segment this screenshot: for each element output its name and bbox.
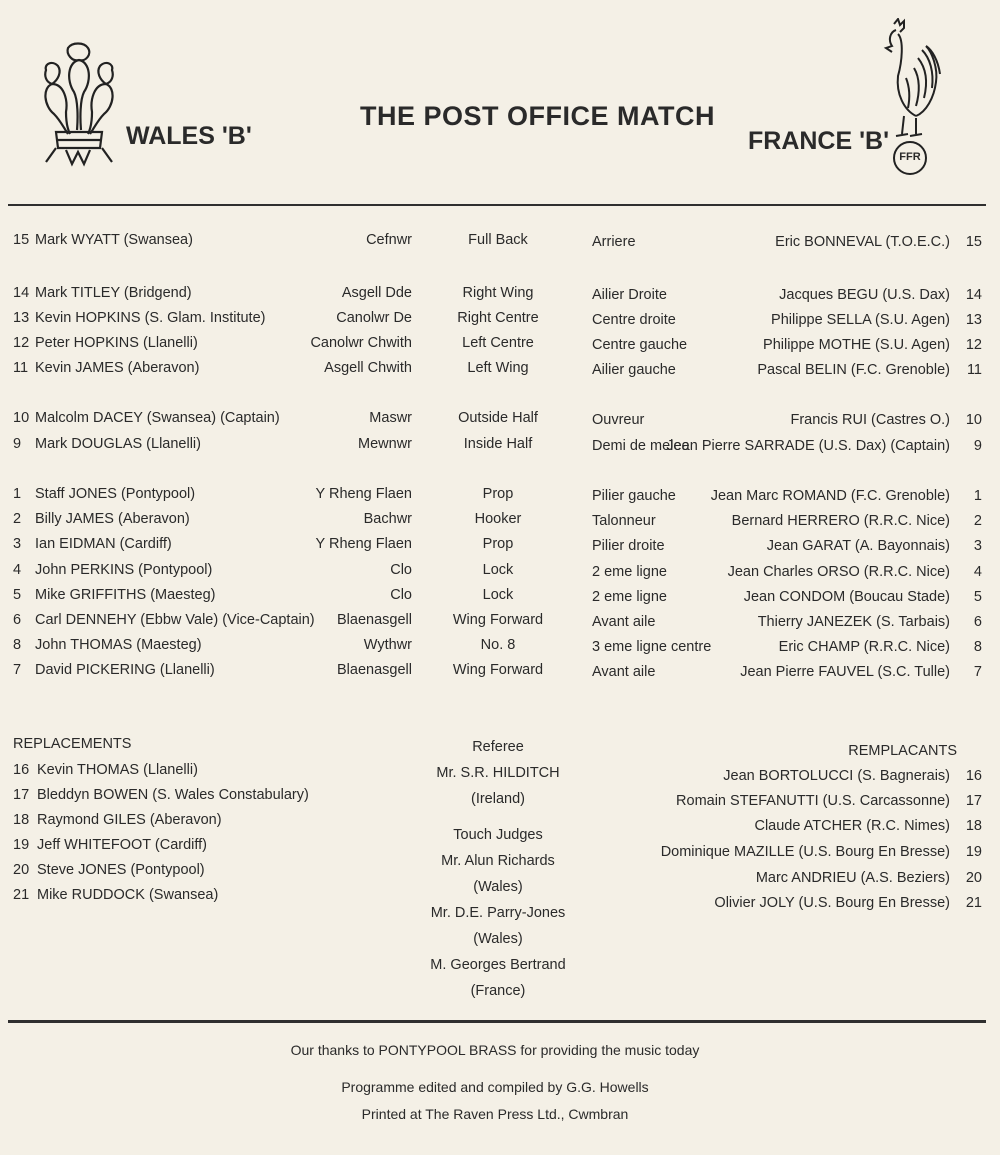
player-name: Philippe SELLA (S.U. Agen) xyxy=(771,312,950,328)
wales-player xyxy=(13,232,193,248)
english-position: Hooker xyxy=(474,511,522,527)
player-name: Marc ANDRIEU (A.S. Beziers) xyxy=(755,870,950,886)
wales-player xyxy=(13,436,201,452)
french-position: Centre droite xyxy=(592,312,676,328)
player-number: 6 xyxy=(973,614,982,630)
home-team-title: WALES 'B' xyxy=(126,122,252,150)
player-name: John PERKINS (Pontypool) xyxy=(35,562,213,578)
replacement-item xyxy=(13,837,207,853)
player-name: Jean Pierre SARRADE (U.S. Dax) (Captain) xyxy=(666,438,950,454)
player-number: 10 xyxy=(965,412,982,428)
official-line: Mr. Alun Richards xyxy=(441,853,555,869)
welsh-position: Wythwr xyxy=(363,637,412,653)
player-number: 18 xyxy=(965,818,982,834)
player-number: 1 xyxy=(973,488,982,504)
player-number: 14 xyxy=(965,287,982,303)
player-number: 17 xyxy=(13,787,30,803)
player-number: 9 xyxy=(973,438,982,454)
player-name: Dominique MAZILLE (U.S. Bourg En Bresse) xyxy=(660,844,950,860)
french-position: 2 eme ligne xyxy=(592,589,667,605)
welsh-position: Clo xyxy=(390,562,412,578)
player-name: Olivier JOLY (U.S. Bourg En Bresse) xyxy=(714,895,950,911)
player-name: Carl DENNEHY (Ebbw Vale) (Vice-Captain) xyxy=(35,612,315,628)
replacement-item xyxy=(13,812,222,828)
player-number: 21 xyxy=(13,887,30,903)
player-name: Ian EIDMAN (Cardiff) xyxy=(35,536,172,552)
touch-judges-heading: Touch Judges xyxy=(453,827,543,843)
player-name: Staff JONES (Pontypool) xyxy=(35,486,196,502)
player-name: Kevin JAMES (Aberavon) xyxy=(35,360,200,376)
away-team-title: FRANCE 'B' xyxy=(748,127,890,155)
player-number: 12 xyxy=(13,335,30,351)
welsh-position: Mewnwr xyxy=(358,436,412,452)
english-position: Left Wing xyxy=(467,360,529,376)
player-name: Bleddyn BOWEN (S. Wales Constabulary) xyxy=(37,787,309,803)
french-position: Demi de melee xyxy=(592,438,690,454)
player-number: 9 xyxy=(13,436,22,452)
player-name: Mark DOUGLAS (Llanelli) xyxy=(35,436,201,452)
player-name: Raymond GILES (Aberavon) xyxy=(37,812,222,828)
welsh-position: Clo xyxy=(390,587,412,603)
footer-edited: Programme edited and compiled by G.G. Howells xyxy=(341,1079,649,1095)
player-name: John THOMAS (Maesteg) xyxy=(35,637,202,653)
official-line: (Wales) xyxy=(473,879,523,895)
player-name: Eric CHAMP (R.R.C. Nice) xyxy=(778,639,950,655)
france-player xyxy=(666,438,982,454)
player-number: 7 xyxy=(973,664,982,680)
player-number: 14 xyxy=(13,285,30,301)
english-position: Left Centre xyxy=(462,335,534,351)
player-number: 13 xyxy=(965,312,982,328)
player-number: 20 xyxy=(965,870,982,886)
footer-thanks: Our thanks to PONTYPOOL BRASS for providing the music today xyxy=(290,1042,700,1058)
welsh-position: Canolwr De xyxy=(336,310,412,326)
english-position: Outside Half xyxy=(458,410,538,426)
wales-player xyxy=(13,310,265,326)
french-position: Arriere xyxy=(592,234,636,250)
player-number: 2 xyxy=(973,513,982,529)
welsh-position: Asgell Chwith xyxy=(324,360,412,376)
player-name: Mark WYATT (Swansea) xyxy=(35,232,193,248)
player-number: 20 xyxy=(13,862,30,878)
remplacant-item xyxy=(756,870,982,886)
player-name: Jean BORTOLUCCI (S. Bagnerais) xyxy=(723,768,950,784)
wales-player xyxy=(13,285,192,301)
footer-printed: Printed at The Raven Press Ltd., Cwmbran xyxy=(361,1106,629,1122)
player-name: Peter HOPKINS (Llanelli) xyxy=(35,335,198,351)
player-name: Jean Charles ORSO (R.R.C. Nice) xyxy=(727,564,950,580)
player-number: 19 xyxy=(965,844,982,860)
player-number: 18 xyxy=(13,812,30,828)
welsh-position: Bachwr xyxy=(363,511,412,527)
ffr-badge-text: FFR xyxy=(899,151,921,163)
player-name: Steve JONES (Pontypool) xyxy=(37,862,205,878)
player-number: 7 xyxy=(13,662,22,678)
france-player xyxy=(767,538,982,554)
wales-player xyxy=(13,536,172,552)
player-name: Jean Marc ROMAND (F.C. Grenoble) xyxy=(710,488,950,504)
france-player xyxy=(779,287,982,303)
player-number: 19 xyxy=(13,837,30,853)
france-player xyxy=(775,234,982,250)
player-number: 10 xyxy=(13,410,30,426)
france-player xyxy=(758,614,982,630)
english-position: Lock xyxy=(482,587,514,603)
remplacant-item xyxy=(714,895,982,911)
english-position: Full Back xyxy=(468,232,528,248)
wales-player xyxy=(13,410,280,426)
player-name: Jacques BEGU (U.S. Dax) xyxy=(779,287,950,303)
replacements-heading: REPLACEMENTS xyxy=(13,736,132,752)
player-name: Francis RUI (Castres O.) xyxy=(790,412,950,428)
wales-player xyxy=(13,587,215,603)
french-position: Ailier gauche xyxy=(592,362,676,378)
player-name: Jeff WHITEFOOT (Cardiff) xyxy=(37,837,207,853)
remplacant-item xyxy=(754,818,982,834)
player-name: Philippe MOTHE (S.U. Agen) xyxy=(763,337,950,353)
french-position: Talonneur xyxy=(592,513,656,529)
player-name: Mike GRIFFITHS (Maesteg) xyxy=(35,587,216,603)
player-number: 11 xyxy=(966,362,982,378)
french-position: Centre gauche xyxy=(592,337,688,353)
player-number: 16 xyxy=(13,762,30,778)
welsh-position: Y Rheng Flaen xyxy=(315,536,412,552)
france-player xyxy=(732,513,982,529)
footer-divider xyxy=(8,1020,986,1023)
player-number: 5 xyxy=(13,587,22,603)
page-title: THE POST OFFICE MATCH xyxy=(360,101,715,131)
welsh-position: Asgell Dde xyxy=(341,285,412,301)
player-name: Kevin THOMAS (Llanelli) xyxy=(37,762,198,778)
wales-player xyxy=(13,360,199,376)
player-name: Mike RUDDOCK (Swansea) xyxy=(37,887,219,903)
welsh-position: Blaenasgell xyxy=(337,662,412,678)
player-name: Jean GARAT (A. Bayonnais) xyxy=(766,538,950,554)
player-name: Eric BONNEVAL (T.O.E.C.) xyxy=(775,234,950,250)
replacement-item xyxy=(13,787,309,803)
french-position: Pilier droite xyxy=(592,538,665,554)
official-line: (France) xyxy=(470,983,526,999)
player-number: 4 xyxy=(13,562,22,578)
english-position: Right Wing xyxy=(462,285,534,301)
player-number: 4 xyxy=(973,564,982,580)
france-player xyxy=(740,664,982,680)
player-number: 3 xyxy=(13,536,22,552)
french-position: Ailier Droite xyxy=(592,287,667,303)
french-position: Pilier gauche xyxy=(592,488,676,504)
player-number: 16 xyxy=(965,768,982,784)
wales-player xyxy=(13,486,195,502)
player-name: Thierry JANEZEK (S. Tarbais) xyxy=(757,614,950,630)
header-divider xyxy=(8,204,986,206)
wales-player xyxy=(13,562,212,578)
france-player xyxy=(779,639,982,655)
player-number: 12 xyxy=(965,337,982,353)
official-line: Mr. D.E. Parry-Jones xyxy=(430,905,566,921)
remplacant-item xyxy=(661,844,982,860)
referee-heading: Referee xyxy=(472,739,524,755)
player-number: 6 xyxy=(13,612,22,628)
player-name: Claude ATCHER (R.C. Nimes) xyxy=(754,818,950,834)
player-name: Malcolm DACEY (Swansea) (Captain) xyxy=(35,410,280,426)
player-number: 8 xyxy=(973,639,982,655)
player-number: 8 xyxy=(13,637,22,653)
player-number: 5 xyxy=(973,589,982,605)
player-name: Bernard HERRERO (R.R.C. Nice) xyxy=(731,513,950,529)
france-player xyxy=(771,312,982,328)
france-player xyxy=(728,564,982,580)
player-number: 2 xyxy=(13,511,22,527)
france-player xyxy=(757,362,982,378)
replacement-item xyxy=(13,862,205,878)
english-position: Wing Forward xyxy=(452,662,544,678)
player-number: 17 xyxy=(965,793,982,809)
english-position: No. 8 xyxy=(480,637,516,653)
english-position: Prop xyxy=(482,486,514,502)
welsh-position: Y Rheng Flaen xyxy=(315,486,412,502)
remplacant-item xyxy=(723,768,982,784)
english-position: Right Centre xyxy=(457,310,539,326)
player-number: 13 xyxy=(13,310,30,326)
french-position: 3 eme ligne centre xyxy=(592,639,712,655)
player-number: 1 xyxy=(13,486,22,502)
english-position: Prop xyxy=(482,536,514,552)
official-line: M. Georges Bertrand xyxy=(430,957,566,973)
player-name: Mark TITLEY (Bridgend) xyxy=(35,285,192,301)
player-number: 3 xyxy=(973,538,982,554)
official-line: (Wales) xyxy=(473,931,523,947)
player-name: Jean CONDOM (Boucau Stade) xyxy=(743,589,950,605)
french-position: Avant aile xyxy=(592,614,656,630)
france-player xyxy=(763,337,982,353)
english-position: Inside Half xyxy=(463,436,533,452)
welsh-position: Cefnwr xyxy=(366,232,412,248)
france-player xyxy=(790,412,982,428)
remplacant-item xyxy=(676,793,982,809)
welsh-position: Maswr xyxy=(369,410,412,426)
player-name: Billy JAMES (Aberavon) xyxy=(35,511,190,527)
france-player xyxy=(711,488,982,504)
player-number: 11 xyxy=(13,360,29,376)
player-name: David PICKERING (Llanelli) xyxy=(35,662,215,678)
player-name: Romain STEFANUTTI (U.S. Carcassonne) xyxy=(676,793,950,809)
wales-player xyxy=(13,662,215,678)
wales-player xyxy=(13,612,315,628)
player-name: Pascal BELIN (F.C. Grenoble) xyxy=(757,362,950,378)
player-number: 15 xyxy=(965,234,982,250)
player-number: 15 xyxy=(13,232,30,248)
wales-player xyxy=(13,511,190,527)
player-name: Kevin HOPKINS (S. Glam. Institute) xyxy=(35,310,266,326)
replacement-item xyxy=(13,762,198,778)
replacement-item xyxy=(13,887,218,903)
player-number: 21 xyxy=(965,895,982,911)
wales-player xyxy=(13,335,198,351)
welsh-position: Blaenasgell xyxy=(337,612,412,628)
official-line: Mr. S.R. HILDITCH xyxy=(436,765,560,781)
player-name: Jean Pierre FAUVEL (S.C. Tulle) xyxy=(740,664,950,680)
wales-player xyxy=(13,637,202,653)
english-position: Wing Forward xyxy=(452,612,544,628)
french-position: 2 eme ligne xyxy=(592,564,667,580)
english-position: Lock xyxy=(482,562,514,578)
welsh-position: Canolwr Chwith xyxy=(310,335,412,351)
france-player xyxy=(744,589,982,605)
french-position: Ouvreur xyxy=(592,412,645,428)
prince-of-wales-feathers-emblem xyxy=(38,40,120,175)
remplacants-heading: REMPLACANTS xyxy=(848,743,957,759)
french-position: Avant aile xyxy=(592,664,656,680)
official-line: (Ireland) xyxy=(471,791,525,807)
